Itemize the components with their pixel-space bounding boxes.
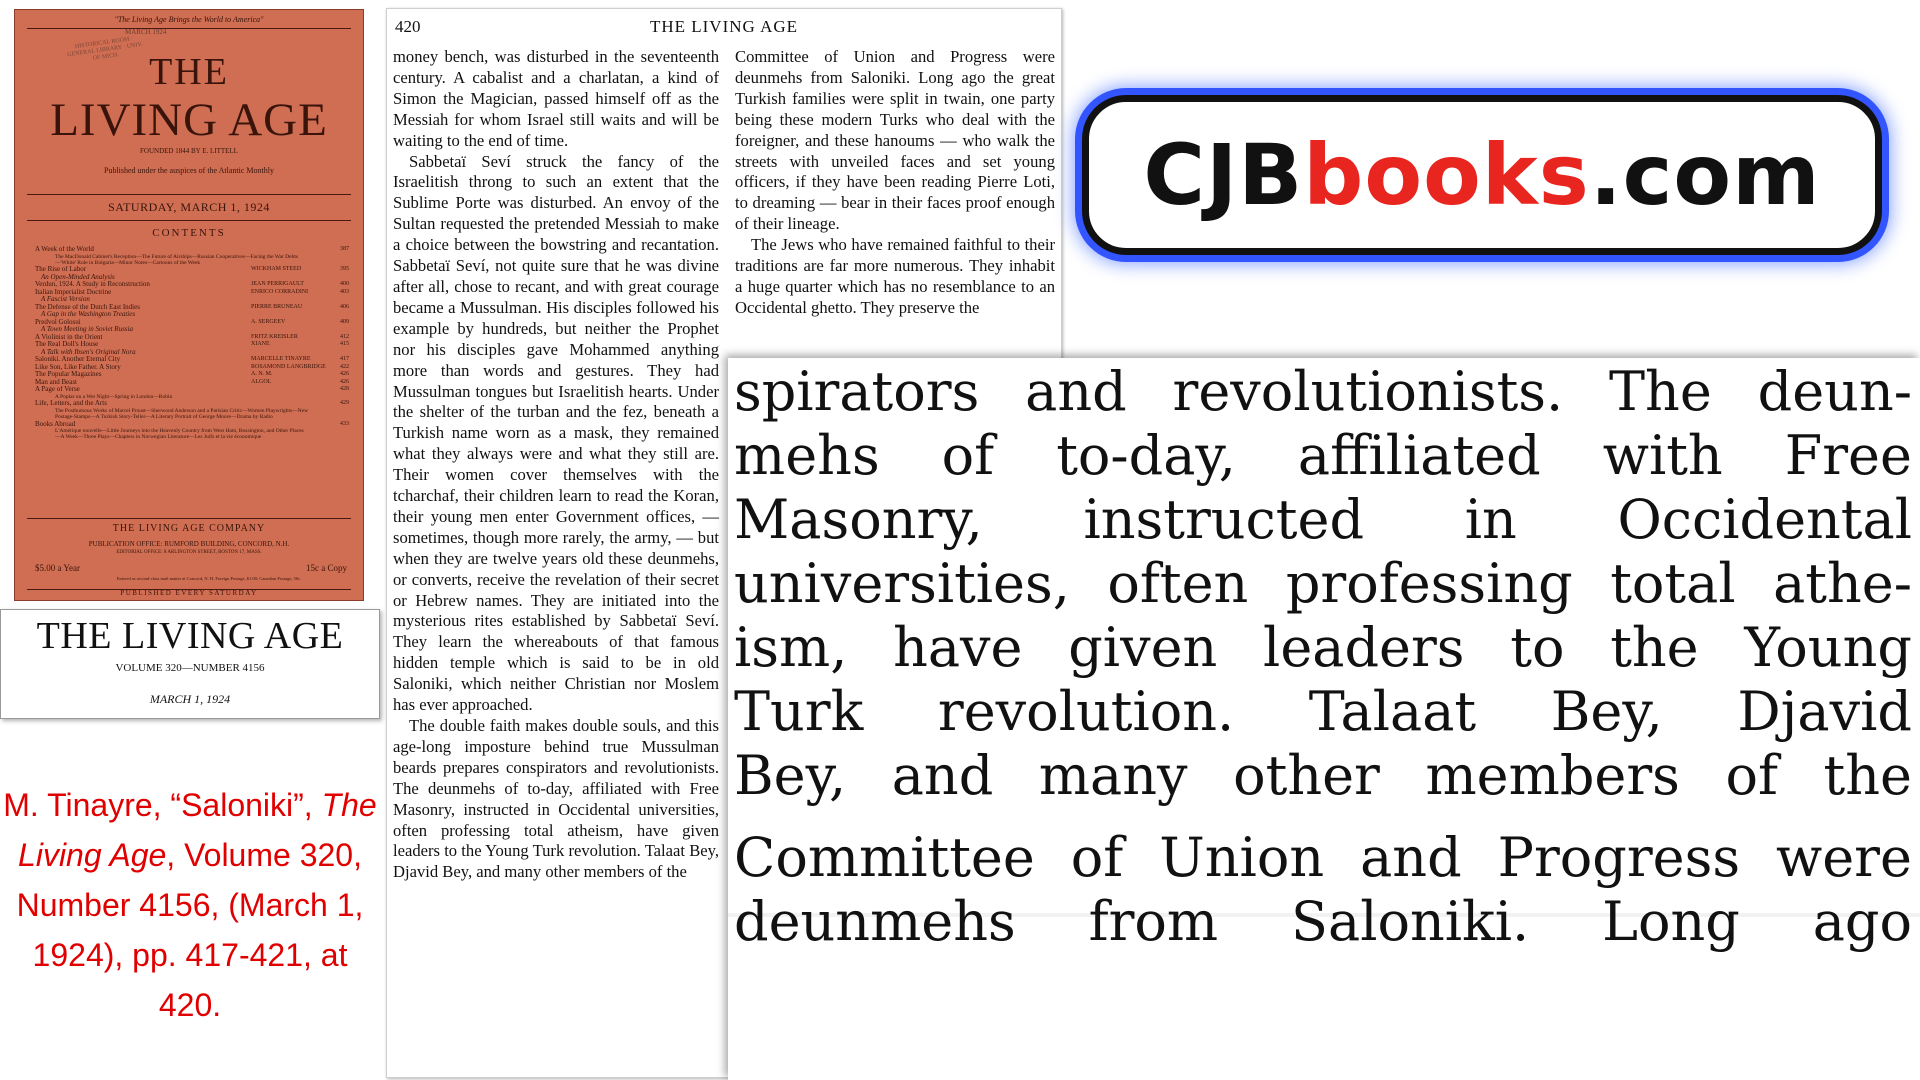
toc-author: PIERRE BRUNEAU — [251, 303, 303, 310]
magazine-cover — [14, 9, 364, 601]
toc-page: 433 — [340, 420, 349, 427]
toc-title: A Week of the World — [35, 246, 94, 253]
cover-editorial: EDITORIAL OFFICE: 8 ARLINGTON STREET, BOSTON 17, MASS. — [116, 550, 262, 555]
toc-page: 403 — [340, 288, 349, 295]
excerpt-word: Young — [1744, 616, 1912, 679]
toc-author: JEAN PERRIGAULT — [251, 281, 304, 288]
toc-subentries: The Posthumous Works of Marcel Proust—Sherwood Anderson and a Parisian Critic—Women Playwrights—New Postage-Stamps—A Turkish Story-Teller—A Literary Portrait of George Moore—Drama by Radio — [55, 407, 309, 421]
toc-subtitle: A Town Meeting in Soviet Russia — [41, 325, 133, 334]
toc-page: 406 — [340, 303, 349, 310]
excerpt-word: Saloniki. — [1291, 890, 1530, 953]
cover-company: THE LIVING AGE COMPANY — [112, 523, 266, 534]
toc-author — [251, 421, 333, 429]
excerpt-word: Bey, — [734, 744, 847, 807]
toc-page: 422 — [340, 363, 349, 370]
excerpt-word: the — [1610, 616, 1699, 679]
paragraph: Committee of Union and Progress were deunmehs from Saloniki. Long ago the great Turkish families were split in twain, one party being these modern Turks who deal with the foreigner, and these hanoums — who walk the streets with unveiled faces and set young officers, if they have been reading Pierre Loti, to dreaming — bear in their faces proof enough of their lineage. — [735, 47, 1055, 234]
toc-title: Like Son, Like Father. A Story — [35, 363, 121, 371]
cover-bottom-line: PUBLISHED EVERY SATURDAY — [120, 589, 258, 597]
toc-title: Saloniki. Another Eternal City — [35, 356, 121, 364]
excerpt-line — [734, 736, 1912, 816]
cover-title: LIVING AGE — [50, 94, 328, 146]
paragraph: Sabbetaï Seví struck the fancy of the Israelitish throng to such an extent that the Sublime Porte was disturbed. An envoy of the Sultan requested the pretended Messiah to make a choice between the bowstring and recantation. Sabbetaï Seví, not quite sure that he was divine after all, chose to recant, and with great courage became a Mussulman. His disciples followed his example by hundreds, but neither the Prophet nor his disciples gave Mohammed anything more than words and gestures. They had Mussulman tongues but Israelitish hearts. Under the shelter of the turban and the fez, beneath a Turkish name worn as a mask, they remained what they always were and what they still are. Their women cover themselves with the tcharchaf, their children learn to read the Koran, their young men enter Government offices, — sometimes, though more rarely, the army, — but when they are twelve years old these deunmehs, or converts, receive the revelation of their secret or Hebrew names. They are initiated into the mysterious rites established by Sabbetaï Seví. They learn the whereabouts of that famous hidden temple which is said to be in old Saloniki, which neither Christian nor Moslem has ever approached. — [393, 151, 719, 715]
excerpt-word: athe- — [1773, 552, 1912, 615]
toc-entry — [35, 364, 349, 372]
masthead-date: MARCH 1, 1924 — [149, 692, 231, 706]
excerpt-word: spirators — [734, 360, 980, 423]
toc-title: Life, Letters, and the Arts — [35, 400, 107, 408]
toc-page: 429 — [340, 400, 349, 407]
toc-subtitle: A Talk with Ibsen's Original Nora — [41, 347, 136, 356]
toc-page: 400 — [340, 281, 349, 288]
toc-author: XIANE — [251, 341, 270, 348]
paragraph: The double faith makes double souls, and this age-long imposture behind true Mussulman beards prepares conspirators and revolutionists. The deunmehs of to-day, affiliated with Free Masonry, instructed in Occidental universities, often professing total atheism, have given leaders to the Young Turk revolution. Talaat Bey, Djavid Bey, and many other members of the — [393, 716, 719, 882]
excerpt-word: mehs — [734, 424, 880, 487]
logo-com: .com — [1589, 126, 1821, 224]
cjbbooks-logo — [1082, 95, 1882, 255]
toc-author — [251, 386, 333, 394]
cover-founded: FOUNDED 1844 BY E. LITTELL — [140, 147, 238, 155]
excerpt-word: to — [1510, 616, 1565, 679]
right-column — [735, 47, 1055, 319]
table-of-contents — [35, 246, 349, 441]
toc-title: Italian Imperialist Doctrine — [35, 288, 112, 296]
toc-author: WICKHAM STEED — [251, 266, 302, 273]
cover-entered: Entered as second-class mail matter at Concord, N. H. Foreign Postage, $1.00; Canadian Postage, 50c. — [116, 576, 302, 581]
citation-author-title: M. Tinayre, “Saloniki”, — [3, 787, 313, 823]
toc-page: 412 — [340, 333, 349, 340]
zoomed-excerpt — [728, 358, 1920, 1080]
excerpt-line — [734, 882, 1912, 962]
excerpt-word: Committee — [734, 826, 1035, 889]
stamp-date: MARCH 1924 — [125, 28, 167, 36]
masthead-volume: VOLUME 320—NUMBER 4156 — [115, 662, 265, 674]
masthead-box — [0, 609, 380, 719]
library-stamp: HISTORICAL ROOM · GENERAL LIBRARY · UNIV. OF MICH. — [66, 36, 143, 62]
excerpt-word: in — [1464, 488, 1517, 551]
toc-page: 426 — [340, 378, 349, 385]
excerpt-word: total — [1610, 552, 1736, 615]
price-year: $5.00 a Year — [35, 563, 80, 573]
cover-published: Published under the auspices of the Atlantic Monthly — [104, 166, 274, 175]
left-column — [393, 47, 719, 883]
excerpt-word: affiliated — [1297, 424, 1541, 487]
cover-tagline: "The Living Age Brings the World to America" — [114, 15, 264, 24]
excerpt-word: of — [941, 424, 995, 487]
toc-author: ALGOL — [251, 378, 272, 385]
excerpt-word: given — [1068, 616, 1218, 679]
toc-author — [251, 400, 333, 408]
excerpt-word: Free — [1784, 424, 1912, 487]
toc-title: Man and Beast — [35, 378, 77, 386]
toc-title: A Violinist in the Orient — [35, 333, 103, 341]
toc-title: The Real Doll's House — [35, 341, 99, 349]
cover-rule — [27, 220, 351, 221]
toc-subentries: A Poplar on a Wet Night—Spring in London—Robin — [55, 393, 173, 400]
excerpt-word: leaders — [1263, 616, 1465, 679]
toc-title: The Rise of Labor — [35, 266, 87, 274]
excerpt-word: revolutionists. — [1172, 360, 1564, 423]
toc-subtitle: A Gap in the Washington Treaties — [41, 310, 136, 319]
excerpt-word: deunmehs — [734, 890, 1016, 953]
excerpt-word: Progress — [1497, 826, 1741, 889]
toc-page: 415 — [340, 341, 349, 348]
excerpt-word: from — [1088, 890, 1219, 953]
toc-author: FRITZ KREISLER — [251, 333, 298, 340]
toc-entry — [35, 379, 349, 387]
toc-page: 409 — [340, 318, 349, 325]
excerpt-word: with — [1602, 424, 1723, 487]
excerpt-word: many — [1038, 744, 1188, 807]
toc-title: Predvol Golosui — [35, 318, 81, 326]
toc-entry — [35, 334, 349, 342]
excerpt-word: Bey, — [1550, 680, 1663, 743]
toc-author — [251, 246, 333, 254]
excerpt-word: Union — [1159, 826, 1325, 889]
excerpt-word: the — [1823, 744, 1912, 807]
excerpt-word: The — [1609, 360, 1712, 423]
excerpt-word: Masonry, — [734, 488, 983, 551]
excerpt-word: professing — [1285, 552, 1573, 615]
contents-heading: CONTENTS — [152, 227, 226, 239]
paragraph: The Jews who have remained faithful to their traditions are far more numerous. They inhabit a huge quarter which has no resemblance to an Occidental ghetto. They preserve the — [735, 235, 1055, 317]
toc-page: 426 — [340, 371, 349, 378]
running-head: THE LIVING AGE — [649, 17, 799, 36]
excerpt-word: Djavid — [1737, 680, 1912, 743]
excerpt-word: and — [1025, 360, 1127, 423]
excerpt-word: were — [1776, 826, 1912, 889]
excerpt-word: often — [1107, 552, 1249, 615]
cover-the: THE — [149, 51, 229, 93]
toc-title: A Page of Verse — [35, 386, 80, 394]
excerpt-word: Talaat — [1308, 680, 1477, 743]
excerpt-word: Long — [1602, 890, 1740, 953]
toc-entry — [35, 371, 349, 379]
cover-rule — [27, 28, 351, 29]
toc-title: The Defense of the Dutch East Indies — [35, 303, 140, 311]
toc-title: Books Abroad — [35, 420, 76, 428]
toc-title: The Popular Magazines — [35, 371, 102, 379]
citation-details: , Volume 320, Number 4156, (March 1, 1924), pp. 417-421, at 420. — [16, 837, 364, 1023]
toc-title: Verdun, 1924. A Study in Reconstruction — [35, 281, 150, 289]
excerpt-word: of — [1070, 826, 1124, 889]
toc-subtitle: An Open-Minded Analysis — [41, 272, 115, 281]
excerpt-word: ism, — [734, 616, 848, 679]
excerpt-word: to-day, — [1056, 424, 1236, 487]
masthead-title: THE LIVING AGE — [36, 615, 344, 657]
excerpt-word: have — [893, 616, 1023, 679]
cover-office: PUBLICATION OFFICE: RUMFORD BUILDING, CONCORD, N.H. — [88, 540, 290, 548]
cover-rule — [27, 194, 351, 195]
toc-subtitle: A Fascist Version — [41, 295, 90, 304]
excerpt-word: members — [1425, 744, 1680, 807]
cover-rule — [27, 518, 351, 519]
toc-entry — [35, 386, 349, 394]
cover-issue-date: SATURDAY, MARCH 1, 1924 — [108, 200, 270, 214]
toc-author: ENRICO CORRADINI — [251, 288, 309, 295]
excerpt-word: and — [891, 744, 994, 807]
toc-subentries: L'Amérique nouvelle—Little Journeys into the Heavenly Country from West Ham, Bossington, and Other Places—A Week—Three Plays—Chapters in Norwegian Literature—Les Juifs et la vie économique — [55, 428, 304, 441]
excerpt-word: other — [1233, 744, 1380, 807]
toc-page: 395 — [340, 266, 349, 273]
page-number: 420 — [395, 17, 421, 36]
toc-page: 417 — [340, 356, 349, 363]
price-copy: 15c a Copy — [306, 563, 347, 573]
toc-page: 387 — [340, 246, 349, 252]
excerpt-word: Turk — [734, 680, 864, 743]
citation — [0, 780, 380, 1030]
excerpt-word: universities, — [734, 552, 1070, 615]
excerpt-word: deun- — [1757, 360, 1912, 423]
toc-entry — [35, 246, 349, 254]
excerpt-word: instructed — [1083, 488, 1365, 551]
toc-entry — [35, 421, 349, 429]
toc-entry — [35, 400, 349, 408]
citation-journal: The Living Age — [18, 787, 377, 873]
excerpt-word: and — [1360, 826, 1462, 889]
excerpt-word: of — [1725, 744, 1778, 807]
paragraph: money bench, was disturbed in the seventeenth century. A cabalist and a charlatan, a kind of Simon the Magician, passed himself off as the Messiah for whom Israel still waits and will be waiting to the end of time. — [393, 47, 719, 150]
excerpt-word: revolution. — [937, 680, 1235, 743]
toc-page: 428 — [340, 386, 349, 393]
toc-author: ROSAMOND LANGBRIDGE — [251, 363, 326, 370]
logo-cjb: CJB — [1143, 126, 1304, 224]
toc-subentries: The MacDonald Cabinet's Reception—The Future of Airships—Russian Cooperatives—Facing the War Debts—'White' Rule in Bulgaria—Minor Notes—Cartoons of the Week — [55, 253, 299, 266]
page-header — [387, 13, 1061, 39]
logo-books: books — [1303, 126, 1590, 224]
toc-author: A. SERGEEV — [251, 318, 286, 325]
excerpt-word: Occidental — [1617, 488, 1912, 551]
toc-entry — [35, 281, 349, 289]
toc-author: A. N. M. — [251, 371, 273, 378]
toc-author: MARCELLE TINAYRE — [251, 356, 311, 363]
excerpt-word: ago — [1812, 890, 1912, 953]
toc-entry — [35, 356, 349, 364]
